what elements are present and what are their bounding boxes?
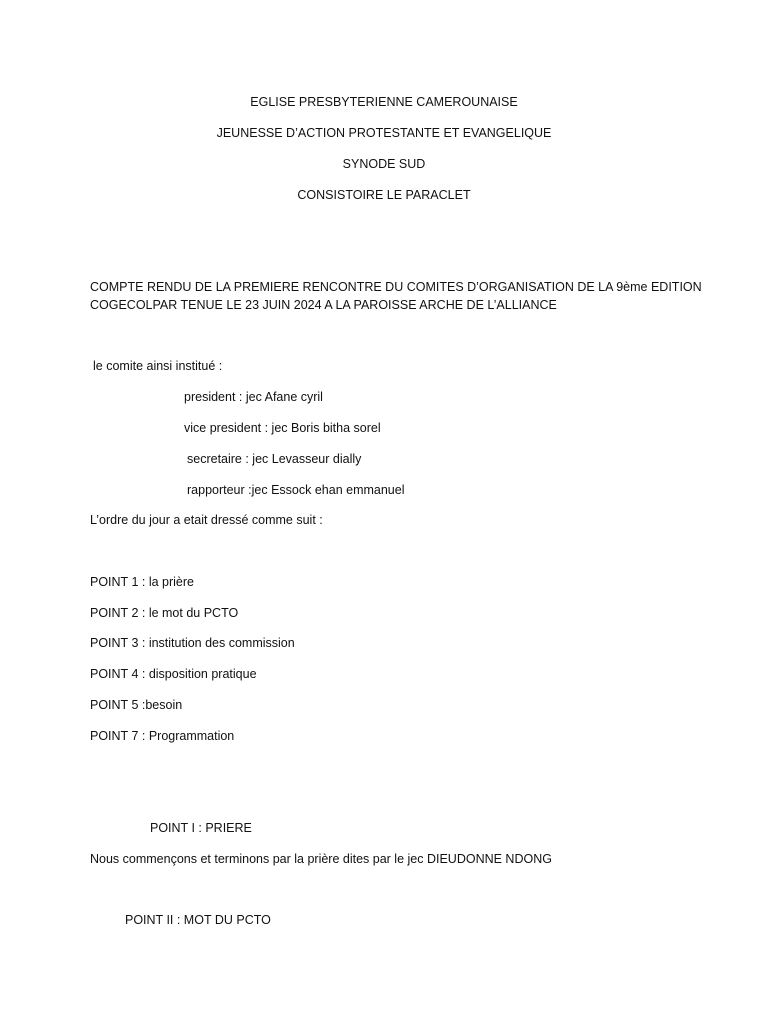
section-heading-pcto: POINT II : MOT DU PCTO bbox=[125, 913, 271, 927]
section-body-prayer: Nous commençons et terminons par la prière dites par le jec DIEUDONNE NDONG bbox=[90, 852, 552, 866]
agenda-point: POINT 3 : institution des commission bbox=[90, 636, 295, 650]
agenda-point: POINT 4 : disposition pratique bbox=[90, 667, 257, 681]
committee-member-vice-president: vice president : jec Boris bitha sorel bbox=[184, 421, 381, 435]
committee-member-secretary: secretaire : jec Levasseur dially bbox=[187, 452, 362, 466]
header-synod: SYNODE SUD bbox=[342, 157, 426, 171]
committee-intro: le comite ainsi institué : bbox=[93, 359, 223, 373]
report-title-line-1: COMPTE RENDU DE LA PREMIERE RENCONTRE DU COMITES D’ORGANISATION DE LA 9ème EDITION bbox=[90, 280, 702, 294]
committee-member-president: president : jec Afane cyril bbox=[184, 390, 323, 404]
header-church-name: EGLISE PRESBYTERIENNE CAMEROUNAISE bbox=[250, 95, 518, 109]
header-youth-org: JEUNESSE D’ACTION PROTESTANTE ET EVANGELIQUE bbox=[216, 126, 552, 140]
section-heading-prayer: POINT I : PRIERE bbox=[150, 821, 252, 835]
header-consistory: CONSISTOIRE LE PARACLET bbox=[297, 188, 471, 202]
agenda-point: POINT 5 :besoin bbox=[90, 698, 183, 712]
agenda-point: POINT 7 : Programmation bbox=[90, 729, 235, 743]
agenda-point: POINT 2 : le mot du PCTO bbox=[90, 606, 239, 620]
agenda-point: POINT 1 : la prière bbox=[90, 575, 194, 589]
agenda-intro: L’ordre du jour a etait dressé comme suit : bbox=[90, 513, 323, 527]
report-title-line-2: COGECOLPAR TENUE LE 23 JUIN 2024 A LA PAROISSE ARCHE DE L’ALLIANCE bbox=[90, 298, 557, 312]
committee-member-rapporteur: rapporteur :jec Essock ehan emmanuel bbox=[187, 483, 405, 497]
